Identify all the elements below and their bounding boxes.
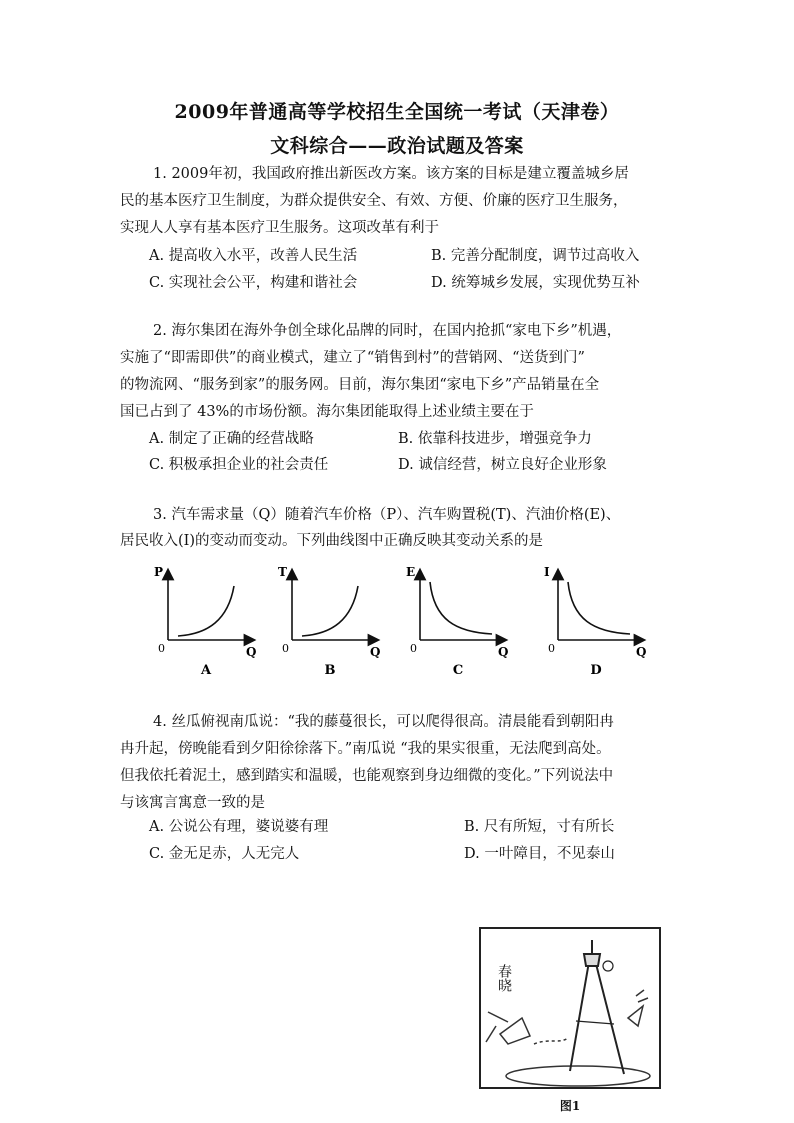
graph-letter: C [452,663,464,678]
option-d: D. 一叶障目，不见泰山 [464,846,615,862]
question-line: 民的基本医疗卫生制度，为群众提供安全、有效、方便、价廉的医疗卫生服务， [120,193,628,209]
x-axis-label: Q [498,645,509,659]
question-line: 冉升起，傍晚能看到夕阳徐徐落下。”南瓜说 “我的果实很重，无法爬到高处。 [120,741,611,757]
option-a: A. 公说公有理，婆说婆有理 [149,819,329,835]
question-line: 3. 汽车需求量（Q）随着汽车价格（P）、汽车购置税(T)、汽油价格(E)、 [153,507,621,523]
question-line: 4. 丝瓜俯视南瓜说：“我的藤蔓很长，可以爬得很高。清晨能看到朝阳冉 [153,714,614,730]
y-axis-label: E [406,565,416,579]
graph-a [154,565,256,678]
question-line: 居民收入(I)的变动而变动。下列曲线图中正确反映其变动关系的是 [120,533,544,549]
origin-label: 0 [158,642,165,655]
option-b: B. 依靠科技进步，增强竞争力 [398,431,592,447]
option-c: C. 金无足赤，人无完人 [149,846,300,862]
curve [568,582,630,634]
option-c: C. 实现社会公平，构建和谐社会 [149,275,358,291]
option-b: B. 完善分配制度，调节过高收入 [431,248,640,264]
y-axis-label: I [544,565,550,579]
x-axis-label: Q [246,645,257,659]
question-line: 与该寓言寓意一致的是 [120,795,265,811]
question-line: 但我依托着泥土，感到踏实和温暖，也能观察到身边细微的变化。”下列说法中 [120,768,614,784]
q3-graphs [140,560,670,685]
curve [302,586,358,636]
graph-b [278,565,380,678]
option-a: A. 制定了正确的经营战略 [149,431,314,447]
y-axis-label: P [154,565,164,579]
question-line: 1. 2009年初，我国政府推出新医改方案。该方案的目标是建立覆盖城乡居 [153,166,629,182]
option-c: C. 积极承担企业的社会责任 [149,457,329,473]
figure-caption: 图1 [559,1099,581,1113]
question-line: 实现人人享有基本医疗卫生服务。这项改革有利于 [120,220,439,236]
option-d: D. 统筹城乡发展，实现优势互补 [431,275,640,291]
graph-letter: D [590,663,602,678]
option-b: B. 尺有所短，寸有所长 [464,819,615,835]
question-line: 2. 海尔集团在海外争创全球化品牌的同时，在国内抢抓“家电下乡”机遇， [153,323,622,339]
page-subtitle: 文科综合——政治试题及答案 [270,135,524,157]
y-axis-label: T [278,565,287,579]
curve [430,582,492,634]
graph-d [544,565,646,678]
x-axis-label: Q [636,645,647,659]
page-title: 2009年普通高等学校招生全国统一考试（天津卷） [174,101,620,123]
graph-letter: A [200,663,212,678]
option-a: A. 提高收入水平，改善人民生活 [149,248,358,264]
question-line: 实施了“即需即供”的商业模式，建立了“销售到村”的营销网、“送货到门” [120,350,585,366]
figure-1-cartoon [478,926,664,1116]
graph-c [406,565,508,678]
origin-label: 0 [548,642,555,655]
figure-inscription: 春晓 [496,964,512,992]
question-line: 国已占到了 43%的市场份额。海尔集团能取得上述业绩主要在于 [120,404,534,420]
curve [178,586,234,636]
question-line: 的物流网、“服务到家”的服务网。目前，海尔集团“家电下乡”产品销量在全 [120,377,600,393]
origin-label: 0 [410,642,417,655]
origin-label: 0 [282,642,289,655]
x-axis-label: Q [370,645,381,659]
graph-letter: B [324,663,336,678]
option-d: D. 诚信经营，树立良好企业形象 [398,457,607,473]
